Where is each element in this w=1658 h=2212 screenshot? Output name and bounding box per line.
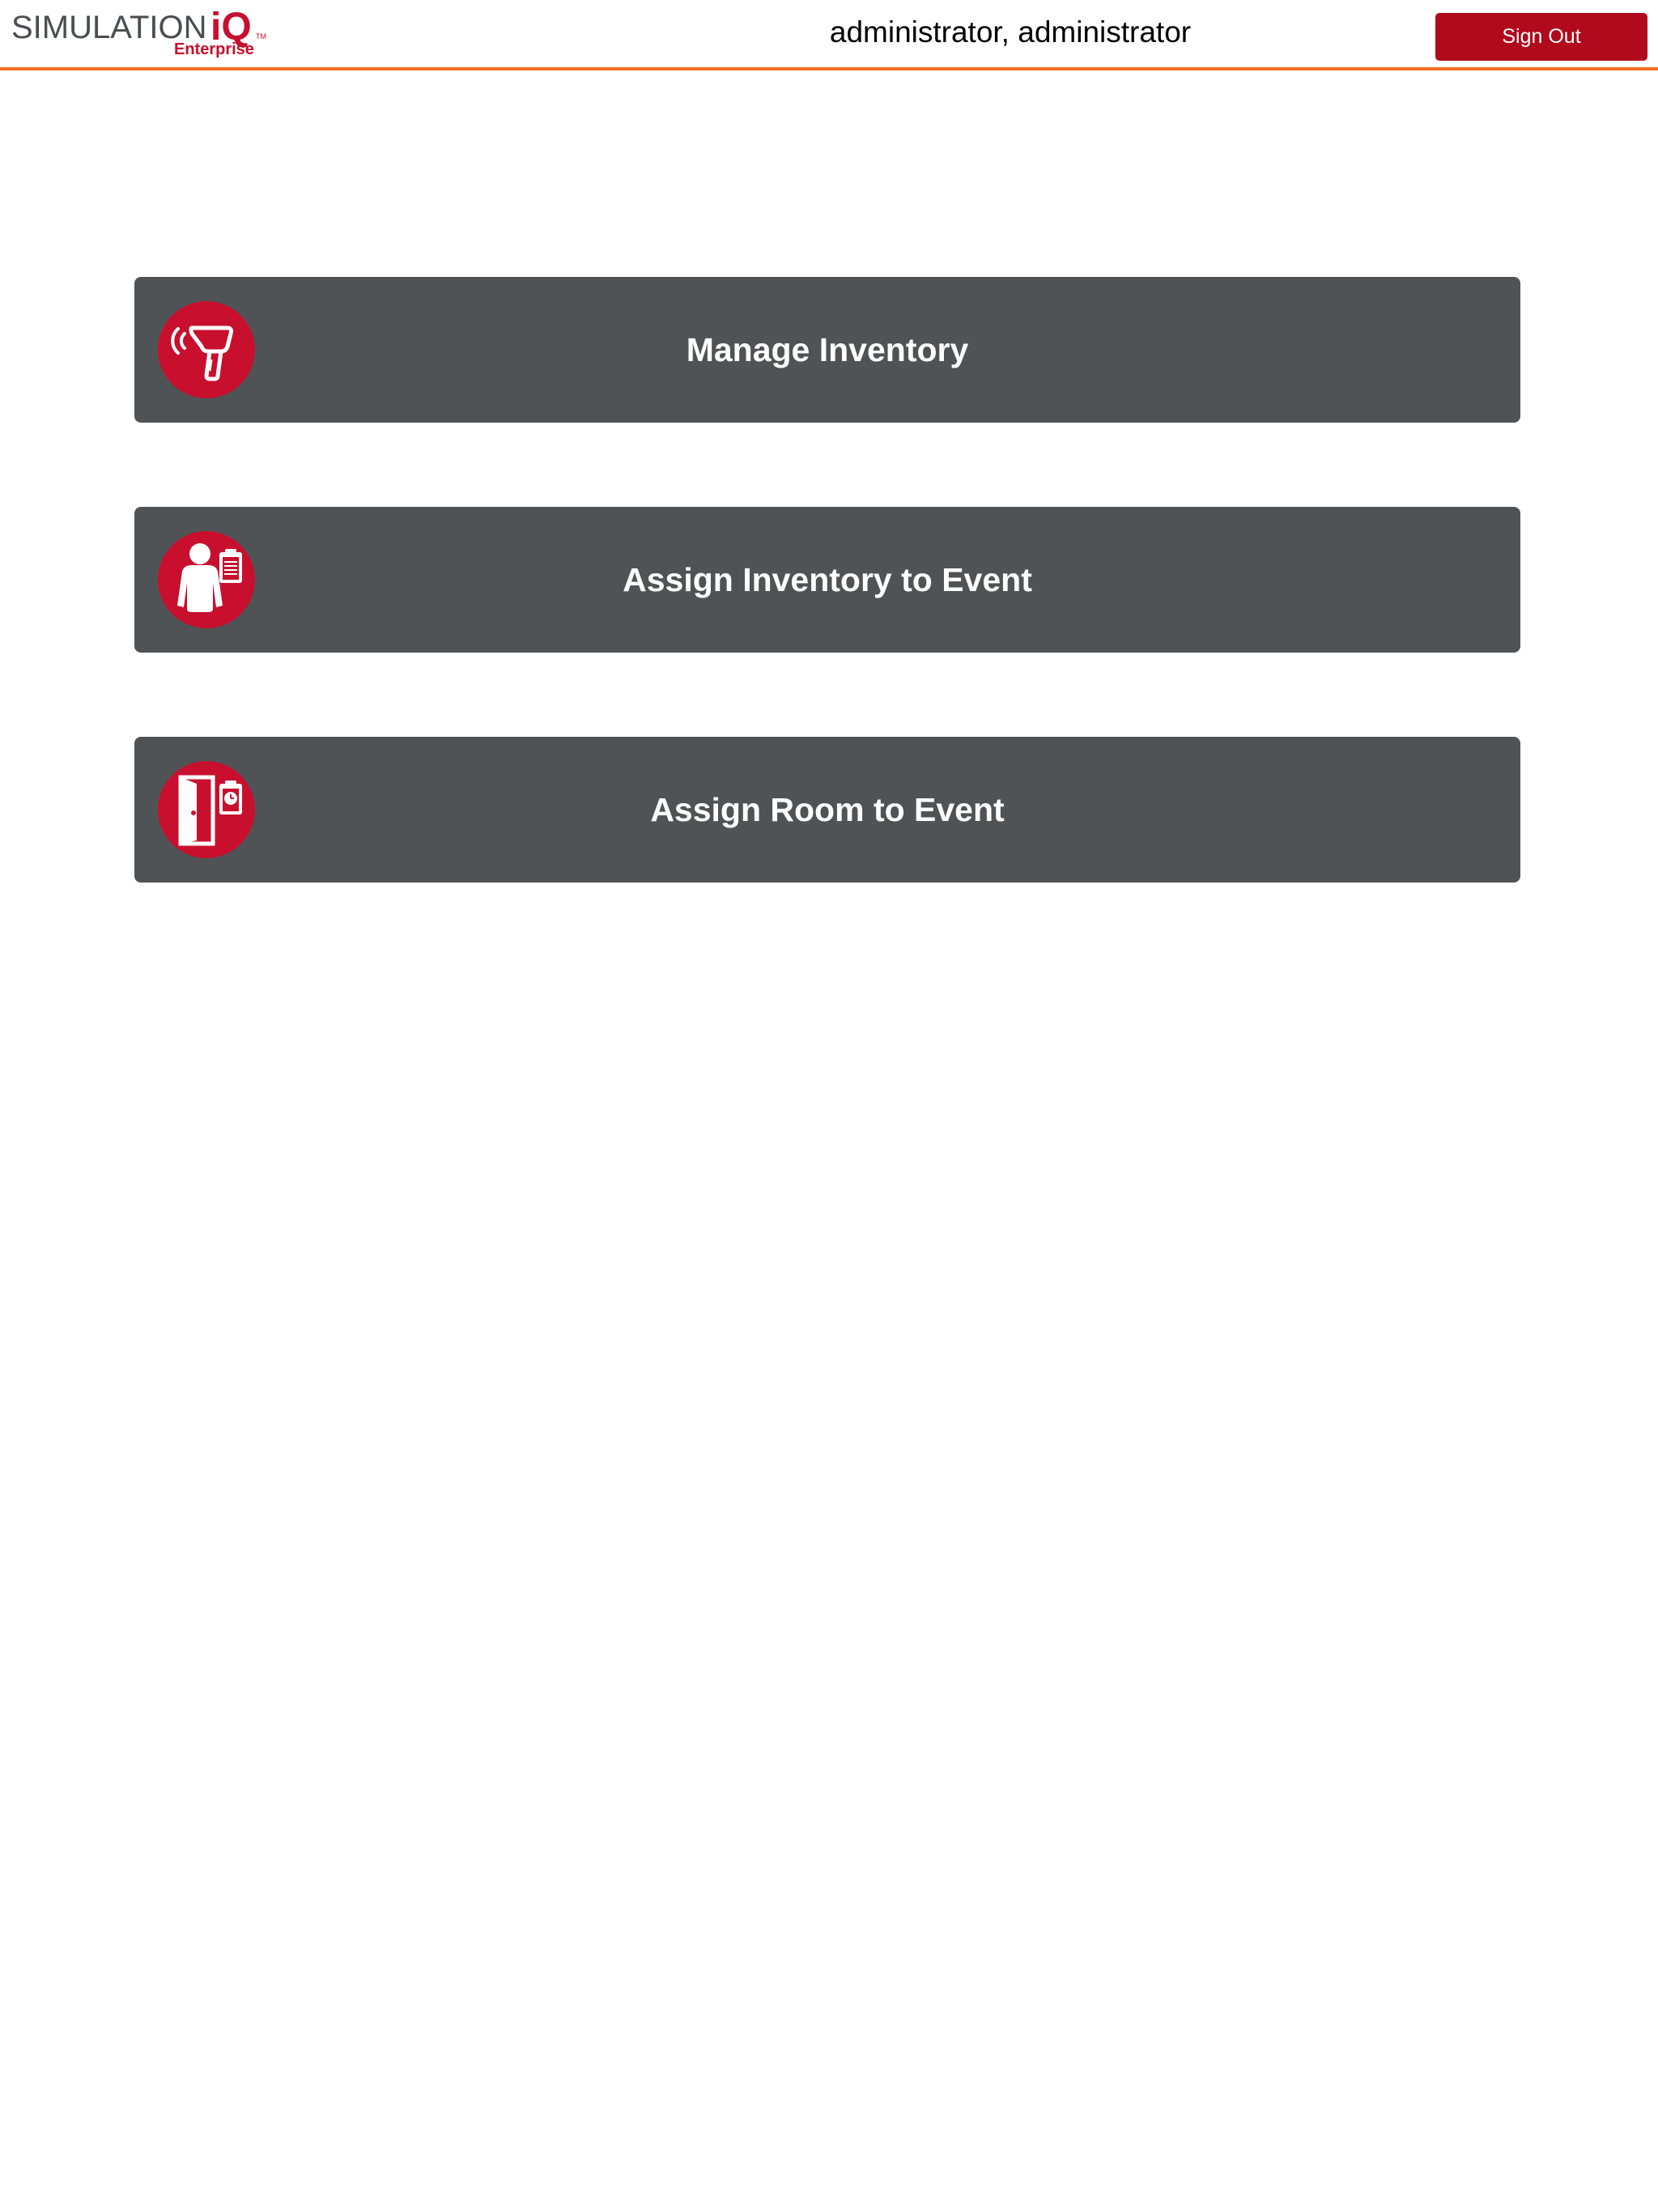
simulation-iq-logo xyxy=(11,6,266,60)
logo-iq-text: iQ xyxy=(210,6,252,49)
assign-inventory-to-event-tile[interactable] xyxy=(134,507,1520,653)
manage-inventory-tile[interactable] xyxy=(134,277,1520,423)
assign-inventory-to-event-label: Assign Inventory to Event xyxy=(623,560,1032,598)
manage-inventory-label: Manage Inventory xyxy=(686,330,969,368)
sign-out-button[interactable]: Sign Out xyxy=(1435,13,1647,61)
logo-trademark: TM xyxy=(256,32,266,40)
assign-room-to-event-tile[interactable] xyxy=(134,737,1520,883)
logo-enterprise-text: Enterprise xyxy=(174,40,254,58)
assign-room-to-event-label: Assign Room to Event xyxy=(650,790,1005,828)
current-user-name: administrator, administrator xyxy=(829,15,1192,49)
top-header xyxy=(0,0,1658,70)
logo-main-text: SIMULATION xyxy=(11,10,207,45)
